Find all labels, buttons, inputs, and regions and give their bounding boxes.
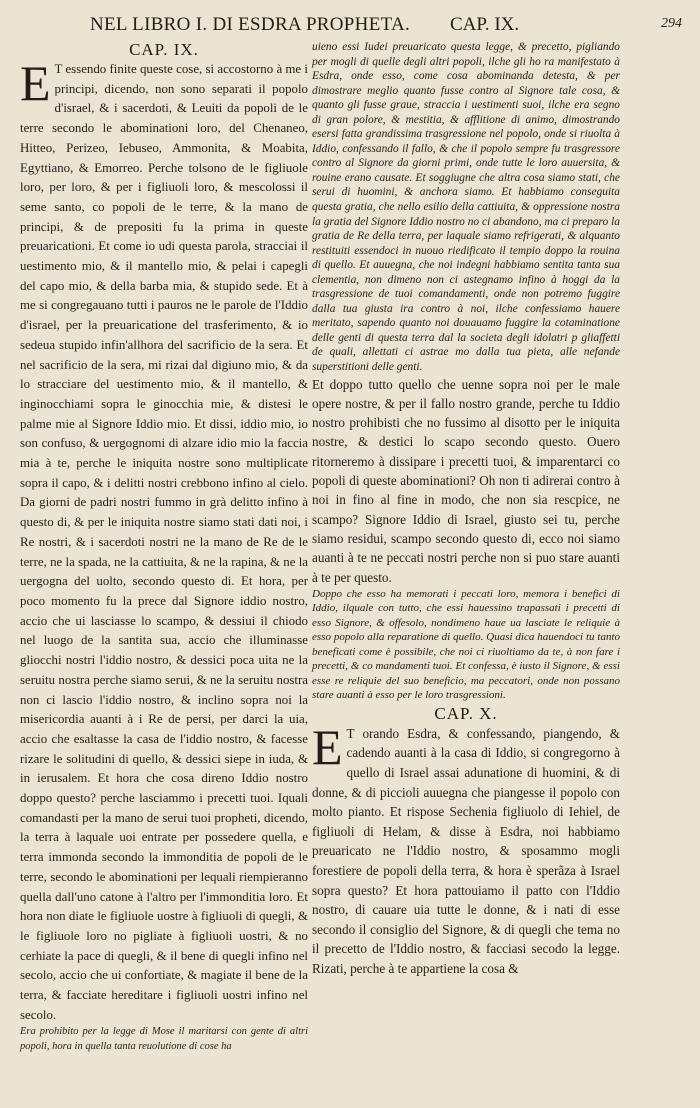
commentary-text: uieno essi Iudei preuaricato questa legge, & precetto, pigliando per mogli di quelle degli altri popoli, ilche gli ho ra manifestato à Esdra, onde esso, come cosa abominanda detesta, & per dimostrare meglio quanto fusse contro al Signore tale cosa, & quanto gli fusse graue, straccia i uestimenti suoi, ilche era segno di gran polore, & mestitia, & afflitione di animo, dimostrando esersi fatta grandissima trasgressione nel popolo, onde si riuolta à Iddio, confessando il fallo, & che il popolo sempre fu trasgressore contro al Signore da giorni primi, onde tutte le loro auuersita, & rouine erano causate. Et soggiugne che altra cosa siamo stati, che serui di huomini, & anchora siamo. Et habbiamo conseguita questa gratia, che nello esilio della cattiuita, & oppressione nostra la gratia del Signore Iddio nostro no ci abandono, ma ci preparo la gratia de Re della terra, per laquale siamo refrigerati, & alquanto restituiti essendoci in nuouo riedificato il tempio doppo la rouina di quello. Et auuegna, che noi indegni habbiamo sentita tanta sua clementia, non dimeno non ci astegnamo infino à hoggi da la trasgressione de tuoi comandamenti, onde non potremo fuggire dalla tua giusta ira contro à noi, ilche confessiamo hauere meritato, sapendo quanto noi douauamo fuggire la cotaminatione delle genti di questa terra dal la societa degli idolatri p gliaffetti de quali, allettati ci astrae mo dalla tua pieta, alle nefande superstitioni delle genti.: [312, 41, 620, 374]
drop-cap: E: [20, 55, 51, 111]
chapter-text-body: T essendo finite queste cose, si accostorno à me i principi, dicendo, non sono separati il popolo d'israel, & i sacerdoti, & Leuiti da popoli de le terre secondo le abominationi loro, del Chenaneo, Hitteo, Perizeo, Iebuseo, Ammonita, & Moabita, Egyttiano, & Emorreo. Perche tolsono de le figliuole loro, per loro, & per i figliuoli loro, & mescolossi il seme santo, co popoli de le terre, & la mano de principi, & de prepositi fu la prima in queste preuaricationi. Et come io udi questa parola, stracciai il uestimento mio, & il mantello mio, & pelai i capegli del capo mio, & della barba mia, & stupido sede. Et à me si congregauano tutti i pauros ne le parole de l'Iddio d'israel, per la preuaricatione del trasferimento, & io sedeua stupido infin'allhora del sacrificio de la sera. Et nel sacrificio de la sera, mi rizai dal digiuno mio, & da lo stracciare del uestimento mio, & il mantello, & inginocchiami sopra le ginocchia mie, & distesi le palme mie al Signore Iddio mio. Et dissi, iddio mio, io son confuso, & uergognomi di alzare idio mio la faccia mia à te, perche le iniquita nostre sono multiplicate sopra il capo, & i delitti nostri crebbono infino al cielo. Da giorni de padri nostri fummo in grà delitto infino à questo di, & per le iniquita nostre siamo stati dati noi, i Re nostri, & i sacerdoti nostri ne la mano de Re de le terre, ne la spada, ne la cattiuita, & ne la rapina, & ne la uergogna del uolto, secondo questo di. Et hora, per poco momento fu la prece dal Signore iddio nostro, accio che ui lasciasse lo scampo, & dessiui il chiodo nel luogo de la santita sua, accio che illuminasse gliocchi nostri l'iddio nostro, & dessici poca uita ne la seruitu nostra perche siamo serui, & ne la seruitu nostra non ci lascio l'iddio nostro, & inclino sopra noi la misericordia auanti à i Re de persi, per darci la uia, accio che esaltasse la casa de l'iddio nostro, & facesse rizare le solitudini di quello, & dessici siepe in iuda, & in ierusalem. Et hora che cosa direno Iddio nostro doppo questo? perche lasciammo i precetti tuoi. Iquali comandasti per la mano de serui tuoi propheti, dicendo, la terra à laquale uoi entrate per possedere quella, e terra immonda secondo la immonditia de popoli de le terre, secondo le abominationi per lequali riempieranno quella dall'uno catone à l'altro per l'immonditia loro. Et hora non diate le figliuole uostre à figliuoli di quegli, & le figliuole loro no pigliate à figliuoli uostri, & no cerhiate la pace di quegli, & il bene di quegli infino nel secolo, accio che ui confortiate, & magiate il bene de la terra, & facciate hereditare i figliuoli uostri infino nel secolo.: [20, 62, 308, 1022]
commentary-text: Era prohibito per la legge di Mose il maritarsi con gente di altri popoli, hora in quella tanta reuolutione di cose ha: [20, 1026, 308, 1052]
chapter-heading: CAP. IX.: [129, 40, 199, 59]
chapter-text: Et doppo tutto quello che uenne sopra noi per le male opere nostre, & per il fallo nostro grande, perche tu Iddio nostro prohibisti che no fussimo al disotto per le iniquita nostre, & destici lo scapo secondo questo. Ouero ritorneremo à dissipare i precetti tuoi, & imparentarci co popoli di queste abominationi? Oh non ti adirerai contro à noi in fino al fine in modo, che non sia rescpice, ne scampo? Signore Iddio di Israel, giusto sei tu, perche siamo residui, scampo secondo questo di, ecco noi siamo auanti à te ne peccati nostri perche non si puo stare auanti à te per questo.: [312, 376, 620, 585]
chapter-heading: CAP. X.: [434, 703, 498, 723]
chapter-text: [20, 55, 308, 1025]
chapter-text: [312, 718, 620, 979]
header-chapter: CAP. IX.: [450, 14, 520, 35]
right-column: [312, 40, 620, 979]
drop-cap: E: [312, 718, 343, 775]
running-title: NEL LIBRO I. DI ESDRA PROPHETA.: [90, 14, 411, 35]
chapter-text-body: T orando Esdra, & confessando, piangendo, & cadendo auanti à la casa di Iddio, si congregorno à quello di Israel assai adunatione di huomini, & di donne, & di piccioli auuegna che piangesse il popolo con molto pianto. Et rispose Sechenia figliuolo di Iehiel, de figliuoli di Helam, & disse à Esdra, noi habbiamo preuaricato ne l'Iddio nostro, & sposammo mogli forestiere de popoli della terra, & hora è sperãza à Israel sopra questo? Et hora pattouiamo il patto con l'Iddio nostro, di cauare uia tutte le donne, & i nati di esse secondo il consiglio del Signore, & di quegli che tema no il precetto de l'Iddio nostro, & facciasi secodo la legge. Rizati, perche à te appartiene la cosa &: [312, 725, 620, 976]
commentary-text: Doppo che esso ha memorati i peccati loro, memora i benefici di Iddio, ilquale con tutto, che essi hauessino trapassati i precetti di esso Signore, & offesolo, nondimeno haue ua lasciate le reliquie à esso popolo alla reparatione di quello. Quasi dica hauendoci tu tanto beneficati come è possibile, che noi ci riuoltiamo da te, à non fare i precetti, & co mandamenti tuoi. Et confessa, è iusto il Signore, & essi esse re reliquie del suo beneficio, ma peccatori, onde non possano stare auanti à esso per le loro trasgressioni.: [312, 587, 620, 702]
left-column: [20, 40, 308, 1057]
folio-number: 294: [661, 16, 682, 31]
